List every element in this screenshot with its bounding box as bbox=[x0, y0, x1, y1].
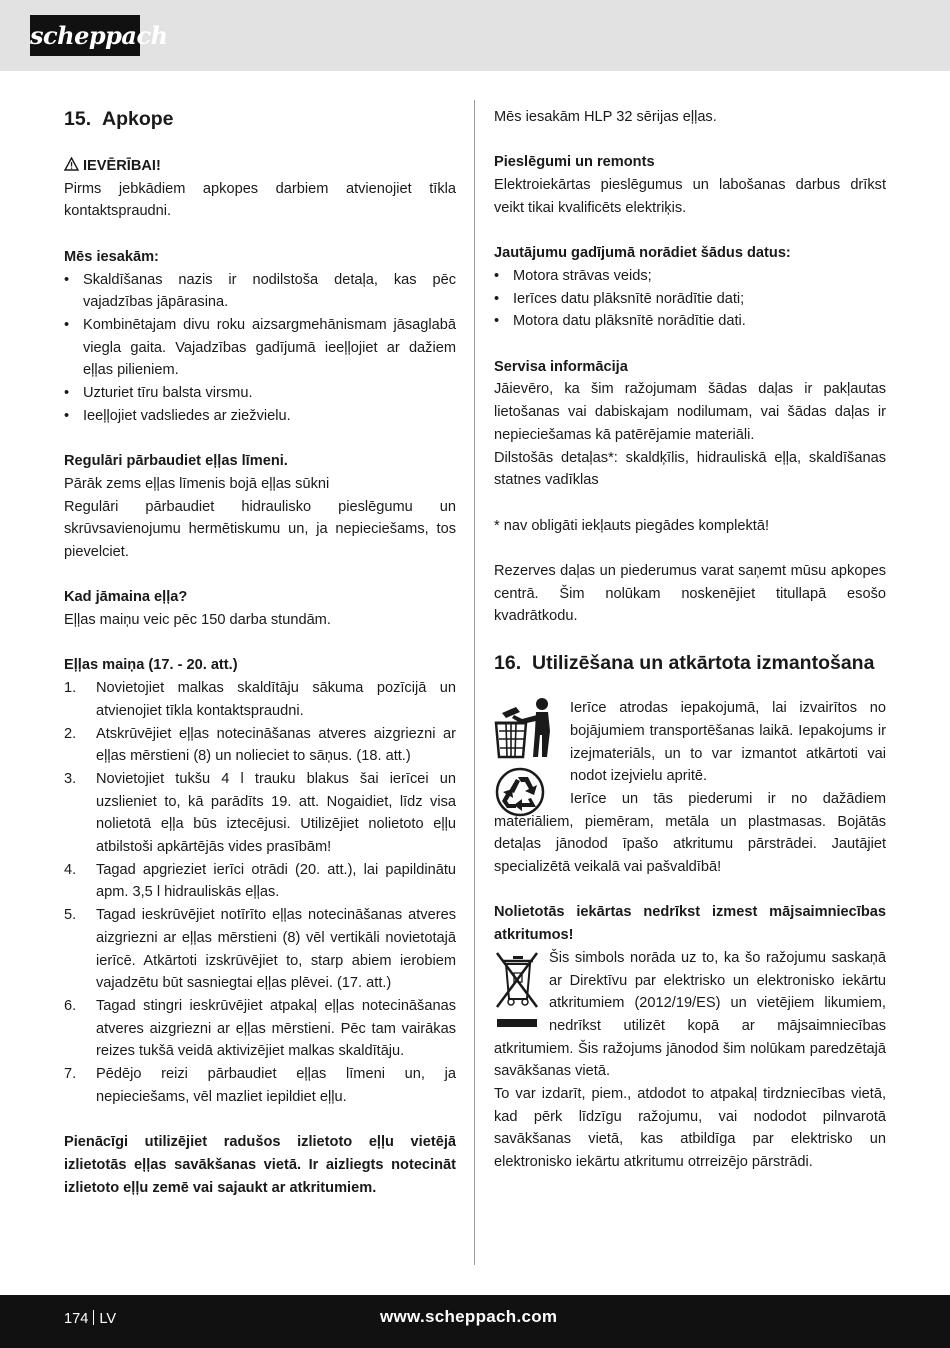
right-column bbox=[494, 106, 886, 1174]
oil-when-heading: Kad jāmaina eļļa? bbox=[64, 589, 188, 606]
oil-level-line1: Pārāk zems eļļas līmenis bojā eļļas sūkni bbox=[64, 475, 330, 492]
service-text: Jāievēro, ka šim ražojumam šādas daļas ir pakļautas lietošanas vai dabiskajam nodilumam, vai šādas daļas ir nepieciešamas kā patērējamie materiāli. bbox=[494, 381, 886, 443]
brand-logo-text: scheppach bbox=[30, 21, 168, 50]
step-text: Novietojiet tukšu 4 l trauku blakus šai ierīcei un uzslieniet to, kā parādīts 19. att. Nogaidiet, līdz visa nolietotā eļļa būs iztecējusi. Utilizējiet nolietoto eļļu atbilstoši apkārtējās vides prasībām! bbox=[96, 770, 456, 856]
connections-text: Elektroiekārtas pieslēgumus un labošanas darbus drīkst veikt tikai kvalificēts elektriķis. bbox=[494, 177, 886, 216]
section-title-maintenance bbox=[64, 106, 456, 132]
step-number: 6. bbox=[64, 997, 77, 1014]
step-text: Atskrūvējiet eļļas notecināšanas atveres aizgriezni ar eļļas mērstieni (8) un nolieciet to sāņus. (18. att.) bbox=[96, 725, 456, 765]
page-number bbox=[64, 1310, 116, 1327]
brand-logo bbox=[30, 15, 168, 56]
warning-text: Pirms jebkādiem apkopes darbiem atvienojiet tīkla kontaktspraudni. bbox=[64, 180, 456, 220]
disposal-icons bbox=[494, 697, 560, 809]
step-text: Tagad apgrieziet ierīci otrādi (20. att.), lai papildinātu apm. 3,5 l hidrauliskās eļļas. bbox=[96, 861, 456, 901]
list-item: • Uzturiet tīru balsta virsmu. bbox=[64, 382, 456, 405]
weee-text: Šis simbols norāda uz to, ka šo ražojumu saskaņā ar Direktīvu par elektrisko un elektronisko iekārtu atkritumiem (2012/19/ES) un vietējiem likumiem, nedrīkst utilizēt kopā ar mājsaimniecības atkritumiem. Šis ražojums jānodod šim nolūkam paredzētajā savākšanas vietā. bbox=[494, 949, 886, 1080]
oil-level-heading: Regulāri pārbaudiet eļļas līmeni. bbox=[64, 453, 288, 470]
spare-parts-text: Rezerves daļas un piederumus varat saņemt mūsu apkopes centrā. Šim nolūkam noskenējiet titullapā esošo kvadrātkodu. bbox=[494, 562, 886, 625]
oil-level-line2: Regulāri pārbaudiet hidraulisko pieslēgumu un skrūvsavienojumu hermētiskumu un, ja nepieciešams, tos pievelciet. bbox=[64, 498, 456, 560]
footer-separator bbox=[93, 1310, 94, 1325]
website-link[interactable]: www.scheppach.com bbox=[380, 1307, 558, 1326]
recycling-icon bbox=[494, 767, 560, 817]
list-item bbox=[64, 768, 456, 859]
section-title-disposal bbox=[494, 650, 886, 676]
recommend-heading: Mēs iesakām: bbox=[64, 248, 159, 265]
warning-heading bbox=[64, 155, 456, 178]
page-header bbox=[0, 0, 950, 71]
step-text: Tagad stingri ieskrūvējiet atpakaļ eļļas notecināšanas atveres aizgriezni ar eļļas mērstieni. Pēc tam vairākas reizes tukšā veidā aktivizējiet malkas skaldītāju. bbox=[96, 997, 456, 1060]
list-item: • Motora datu plāksnītē norādītie dati. bbox=[494, 310, 886, 333]
closing-warning: Pienācīgi utilizējiet radušos izlietoto eļļu vietējā izlietotās eļļas savākšanas vietā. Ir aizliegts notecināt izlietoto eļļu zemē vai sajaukt ar atkritumiem. bbox=[64, 1134, 456, 1196]
page-footer bbox=[0, 1295, 950, 1348]
list-item bbox=[64, 677, 456, 722]
list-item: • Ierīces datu plāksnītē norādītie dati; bbox=[494, 288, 886, 311]
materials-text: Ierīce un tās piederumi ir no dažādiem materiāliem, piemēram, metāla un plastmasas. Bojātās detaļas jānodod īpašo atkritumu pārstrādei. Jautājiet specializētā veikalā vai pašvaldībā! bbox=[494, 790, 886, 876]
list-item bbox=[64, 723, 456, 768]
list-item bbox=[64, 995, 456, 1063]
oil-change-heading: Eļļas maiņa (17. - 20. att.) bbox=[64, 657, 238, 674]
list-item bbox=[64, 859, 456, 904]
warning-triangle-icon bbox=[64, 157, 79, 171]
questions-list bbox=[494, 265, 886, 333]
recommend-list bbox=[64, 269, 456, 428]
step-number: 2. bbox=[64, 725, 77, 742]
list-item: • Kombinētajam divu roku aizsargmehānismam jāsaglabā viegla gaita. Vajadzības gadījumā ieeļļojiet ar dažiem eļļas pilieniem. bbox=[64, 314, 456, 382]
hlp-recommendation: Mēs iesakām HLP 32 sērijas eļļas. bbox=[494, 109, 717, 125]
trash-bin-person-icon bbox=[494, 697, 560, 759]
service-heading: Servisa informācija bbox=[494, 358, 628, 375]
step-number: 5. bbox=[64, 907, 77, 924]
page-number-value: 174 bbox=[64, 1311, 89, 1327]
section-title-text: Utilizēšana un atkārtota izmantošana bbox=[532, 652, 875, 675]
step-number: 4. bbox=[64, 861, 77, 878]
section-title-text: Apkope bbox=[102, 108, 174, 130]
list-item bbox=[64, 904, 456, 995]
collection-text: To var izdarīt, piem., atdodot to atpakaļ tirdzniecības vietā, kad pērk līdzīgu ražojumu, vai nododot pilnvarotā savākšanas vietā, kas atbildīga par elektrisko un elektronisko iekārtu atkritumu otrreizējo pārstrādi. bbox=[494, 1086, 886, 1171]
step-text: Pēdējo reizi pārbaudiet eļļas līmeni un, ja nepieciešams, vēl mazliet iepildiet eļļu. bbox=[96, 1066, 456, 1105]
step-number: 1. bbox=[64, 680, 77, 697]
warning-label: IEVĒRĪBAI! bbox=[83, 158, 161, 174]
step-text: Novietojiet malkas skaldītāju sākuma pozīcijā un atvienojiet tīkla kontaktspraudni. bbox=[96, 680, 456, 719]
step-number: 3. bbox=[64, 770, 77, 787]
section-number: 15. bbox=[64, 108, 92, 130]
column-divider bbox=[474, 100, 475, 1265]
household-warning-heading: Nolietotās iekārtas nedrīkst izmest mājsaimniecības atkritumos! bbox=[494, 904, 886, 944]
list-item: • Skaldīšanas nazis ir nodilstoša detaļa, kas pēc vajadzības jāpārasina. bbox=[64, 269, 456, 314]
list-item: • Motora strāvas veids; bbox=[494, 265, 886, 288]
packaging-text: Ierīce atrodas iepakojumā, lai izvairītos no bojājumiem transportēšanas laikā. Iepakojums ir izejmateriāls, un to var izmantot atkārtoti vai nodot izejvielu apritē. bbox=[570, 700, 886, 785]
delivery-note: * nav obligāti iekļauts piegādes komplektā! bbox=[494, 517, 770, 534]
step-text: Tagad ieskrūvējiet notīrīto eļļas notecināšanas atveres aizgriezni ar eļļas mērstieni (8) vēl vertikāli novietotajā ierīcē. Atkārtoti izskrūvējiet to, starp abiem ierobiem vajadzētu būt sasniegtai eļļas plēvei. (17. att.) bbox=[96, 907, 456, 992]
connections-heading: Pieslēgumi un remonts bbox=[494, 154, 655, 171]
language-code: LV bbox=[99, 1311, 117, 1327]
weee-symbol-box bbox=[494, 949, 540, 1037]
left-column bbox=[64, 106, 456, 1199]
oil-when-text: Eļļas maiņu veic pēc 150 darba stundām. bbox=[64, 612, 331, 629]
list-item: • Ieeļļojiet vadsliedes ar ziežvielu. bbox=[64, 405, 456, 428]
crossed-bin-icon bbox=[494, 949, 540, 1031]
step-number: 7. bbox=[64, 1066, 77, 1083]
oil-change-steps bbox=[64, 677, 456, 1108]
questions-heading: Jautājumu gadījumā norādiet šādus datus: bbox=[494, 245, 791, 262]
wear-parts-text: Dilstošās detaļas*: skaldķīlis, hidrauliskā eļļa, skaldīšanas statnes vadīklas bbox=[494, 449, 886, 489]
section-number: 16. bbox=[494, 652, 522, 675]
list-item bbox=[64, 1063, 456, 1108]
